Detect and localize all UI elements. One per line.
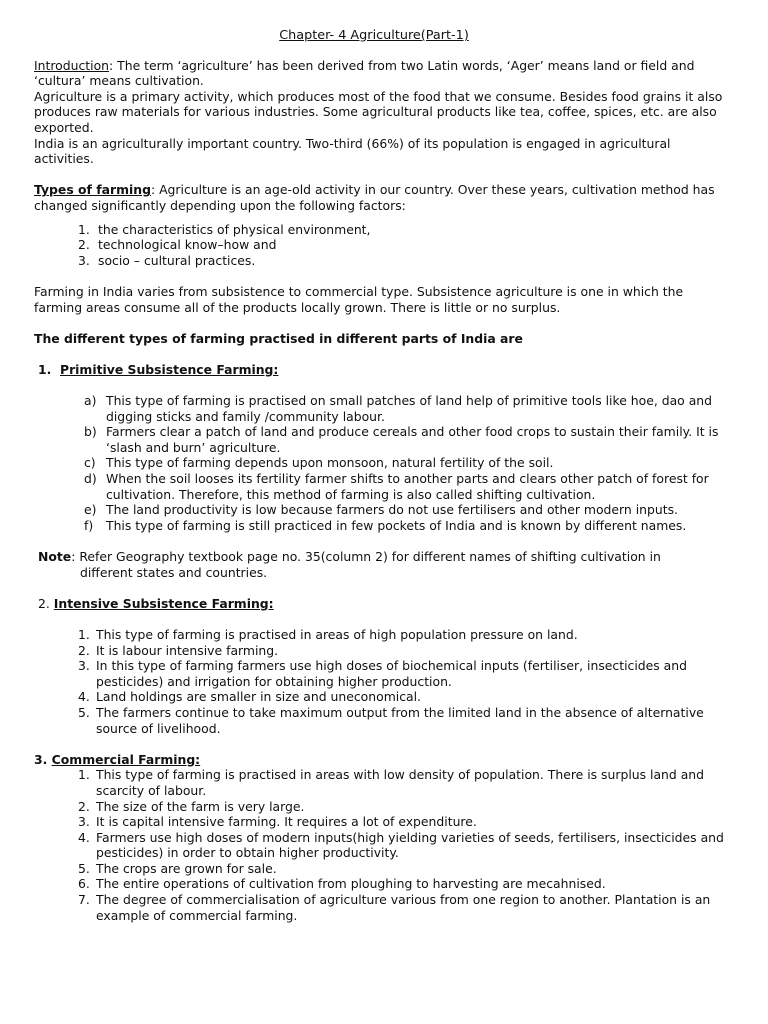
introduction-section <box>34 58 734 167</box>
intro-paragraph-3: India is an agriculturally important country. Two-third (66%) of its population is engaged in agricultural activities. <box>34 135 671 167</box>
different-types-heading: The different types of farming practised in different parts of India are <box>34 330 523 346</box>
primitive-list <box>84 393 734 533</box>
list-item: 3. It is capital intensive farming. It requires a lot of expenditure. <box>78 814 477 830</box>
intensive-section <box>34 596 734 736</box>
list-item: c) This type of farming depends upon monsoon, natural fertility of the soil. <box>84 455 554 471</box>
list-item: 3. socio – cultural practices. <box>78 252 256 268</box>
note-paragraph: Note: Refer Geography textbook page no. 35(column 2) for different names of shifting cultivation in <box>38 549 661 564</box>
list-item: 5. The crops are grown for sale. <box>78 860 277 876</box>
list-item: 7. The degree of commercialisation of agriculture various from one region to another. Plantation is an example of commercial farming. <box>78 892 711 923</box>
page-title: Chapter- 4 Agriculture(Part-1) <box>279 28 469 43</box>
types-label: Types of farming <box>34 182 151 198</box>
factors-list <box>78 222 734 269</box>
list-item: 4. Farmers use high doses of modern inputs(high yielding varieties of seeds, fertilisers, insecticides and pesticides) in order to obtain higher productivity. <box>78 829 724 861</box>
list-item: 2. technological know–how and <box>78 237 277 253</box>
list-item: 4. Land holdings are smaller in size and uneconomical. <box>78 689 421 705</box>
list-item: b) Farmers clear a patch of land and produce cereals and other food crops to sustain their family. It is ‘slash and burn’ agriculture. <box>84 424 719 455</box>
commercial-section <box>34 752 734 924</box>
intensive-list <box>78 627 734 736</box>
list-item: d) When the soil looses its fertility farmer shifts to another parts and clears other patch of forest for cultivation. Therefore, this method of farming is also called shifting cultivation. <box>84 471 709 502</box>
intensive-heading: 2. Intensive Subsistence Farming: <box>38 595 274 611</box>
commercial-heading: 3. Commercial Farming: <box>34 751 201 767</box>
intro-text-1: : The term ‘agriculture’ has been derived from two Latin words, ‘Ager’ means land or field and ‘cultura’ means cultivation. <box>34 57 695 89</box>
list-item: 1. This type of farming is practised in areas with low density of population. There is surplus land and scarcity of labour. <box>78 767 705 798</box>
intro-label: Introduction <box>34 57 110 73</box>
primitive-section <box>34 362 734 580</box>
note-continuation: different states and countries. <box>80 564 268 580</box>
commercial-list <box>78 767 734 923</box>
types-section <box>34 182 734 315</box>
list-item: 5. The farmers continue to take maximum output from the limited land in the absence of alternative source of livelihood. <box>78 704 704 736</box>
subsistence-paragraph: Farming in India varies from subsistence to commercial type. Subsistence agriculture is one in which the farming areas consume all of the products locally grown. There is little or no surplus. <box>34 283 684 315</box>
list-item: 1. the characteristics of physical environment, <box>78 221 371 237</box>
list-item: 3. In this type of farming farmers use high doses of biochemical inputs (fertiliser, insecticides and pesticides) and irrigation for obtaining higher production. <box>78 658 687 689</box>
list-item: 1. This type of farming is practised in areas of high population pressure on land. <box>78 626 578 642</box>
intro-paragraph-1 <box>34 58 734 89</box>
list-item: e) The land productivity is low because farmers do not use fertilisers and other modern inputs. <box>84 502 678 518</box>
types-paragraph <box>34 182 734 213</box>
list-item: f) This type of farming is still practiced in few pockets of India and is known by different names. <box>84 517 687 533</box>
intro-paragraph-2: Agriculture is a primary activity, which produces most of the food that we consume. Besides food grains it also produces raw materials for various industries. Some agricultural products like tea, coffee, spices, etc. are also exported. <box>34 88 723 135</box>
list-item: 2. The size of the farm is very large. <box>78 798 305 814</box>
document-page <box>34 28 734 923</box>
list-item: 6. The entire operations of cultivation from ploughing to harvesting are mecahnised. <box>78 876 606 892</box>
types-text: : Agriculture is an age-old activity in our country. Over these years, cultivation method has changed significantly depending upon the following factors: <box>34 182 715 213</box>
primitive-heading: 1. Primitive Subsistence Farming: <box>38 361 279 377</box>
list-item: 2. It is labour intensive farming. <box>78 642 279 658</box>
list-item: a) This type of farming is practised on small patches of land help of primitive tools like hoe, dao and digging sticks and family /community labour. <box>84 393 713 424</box>
